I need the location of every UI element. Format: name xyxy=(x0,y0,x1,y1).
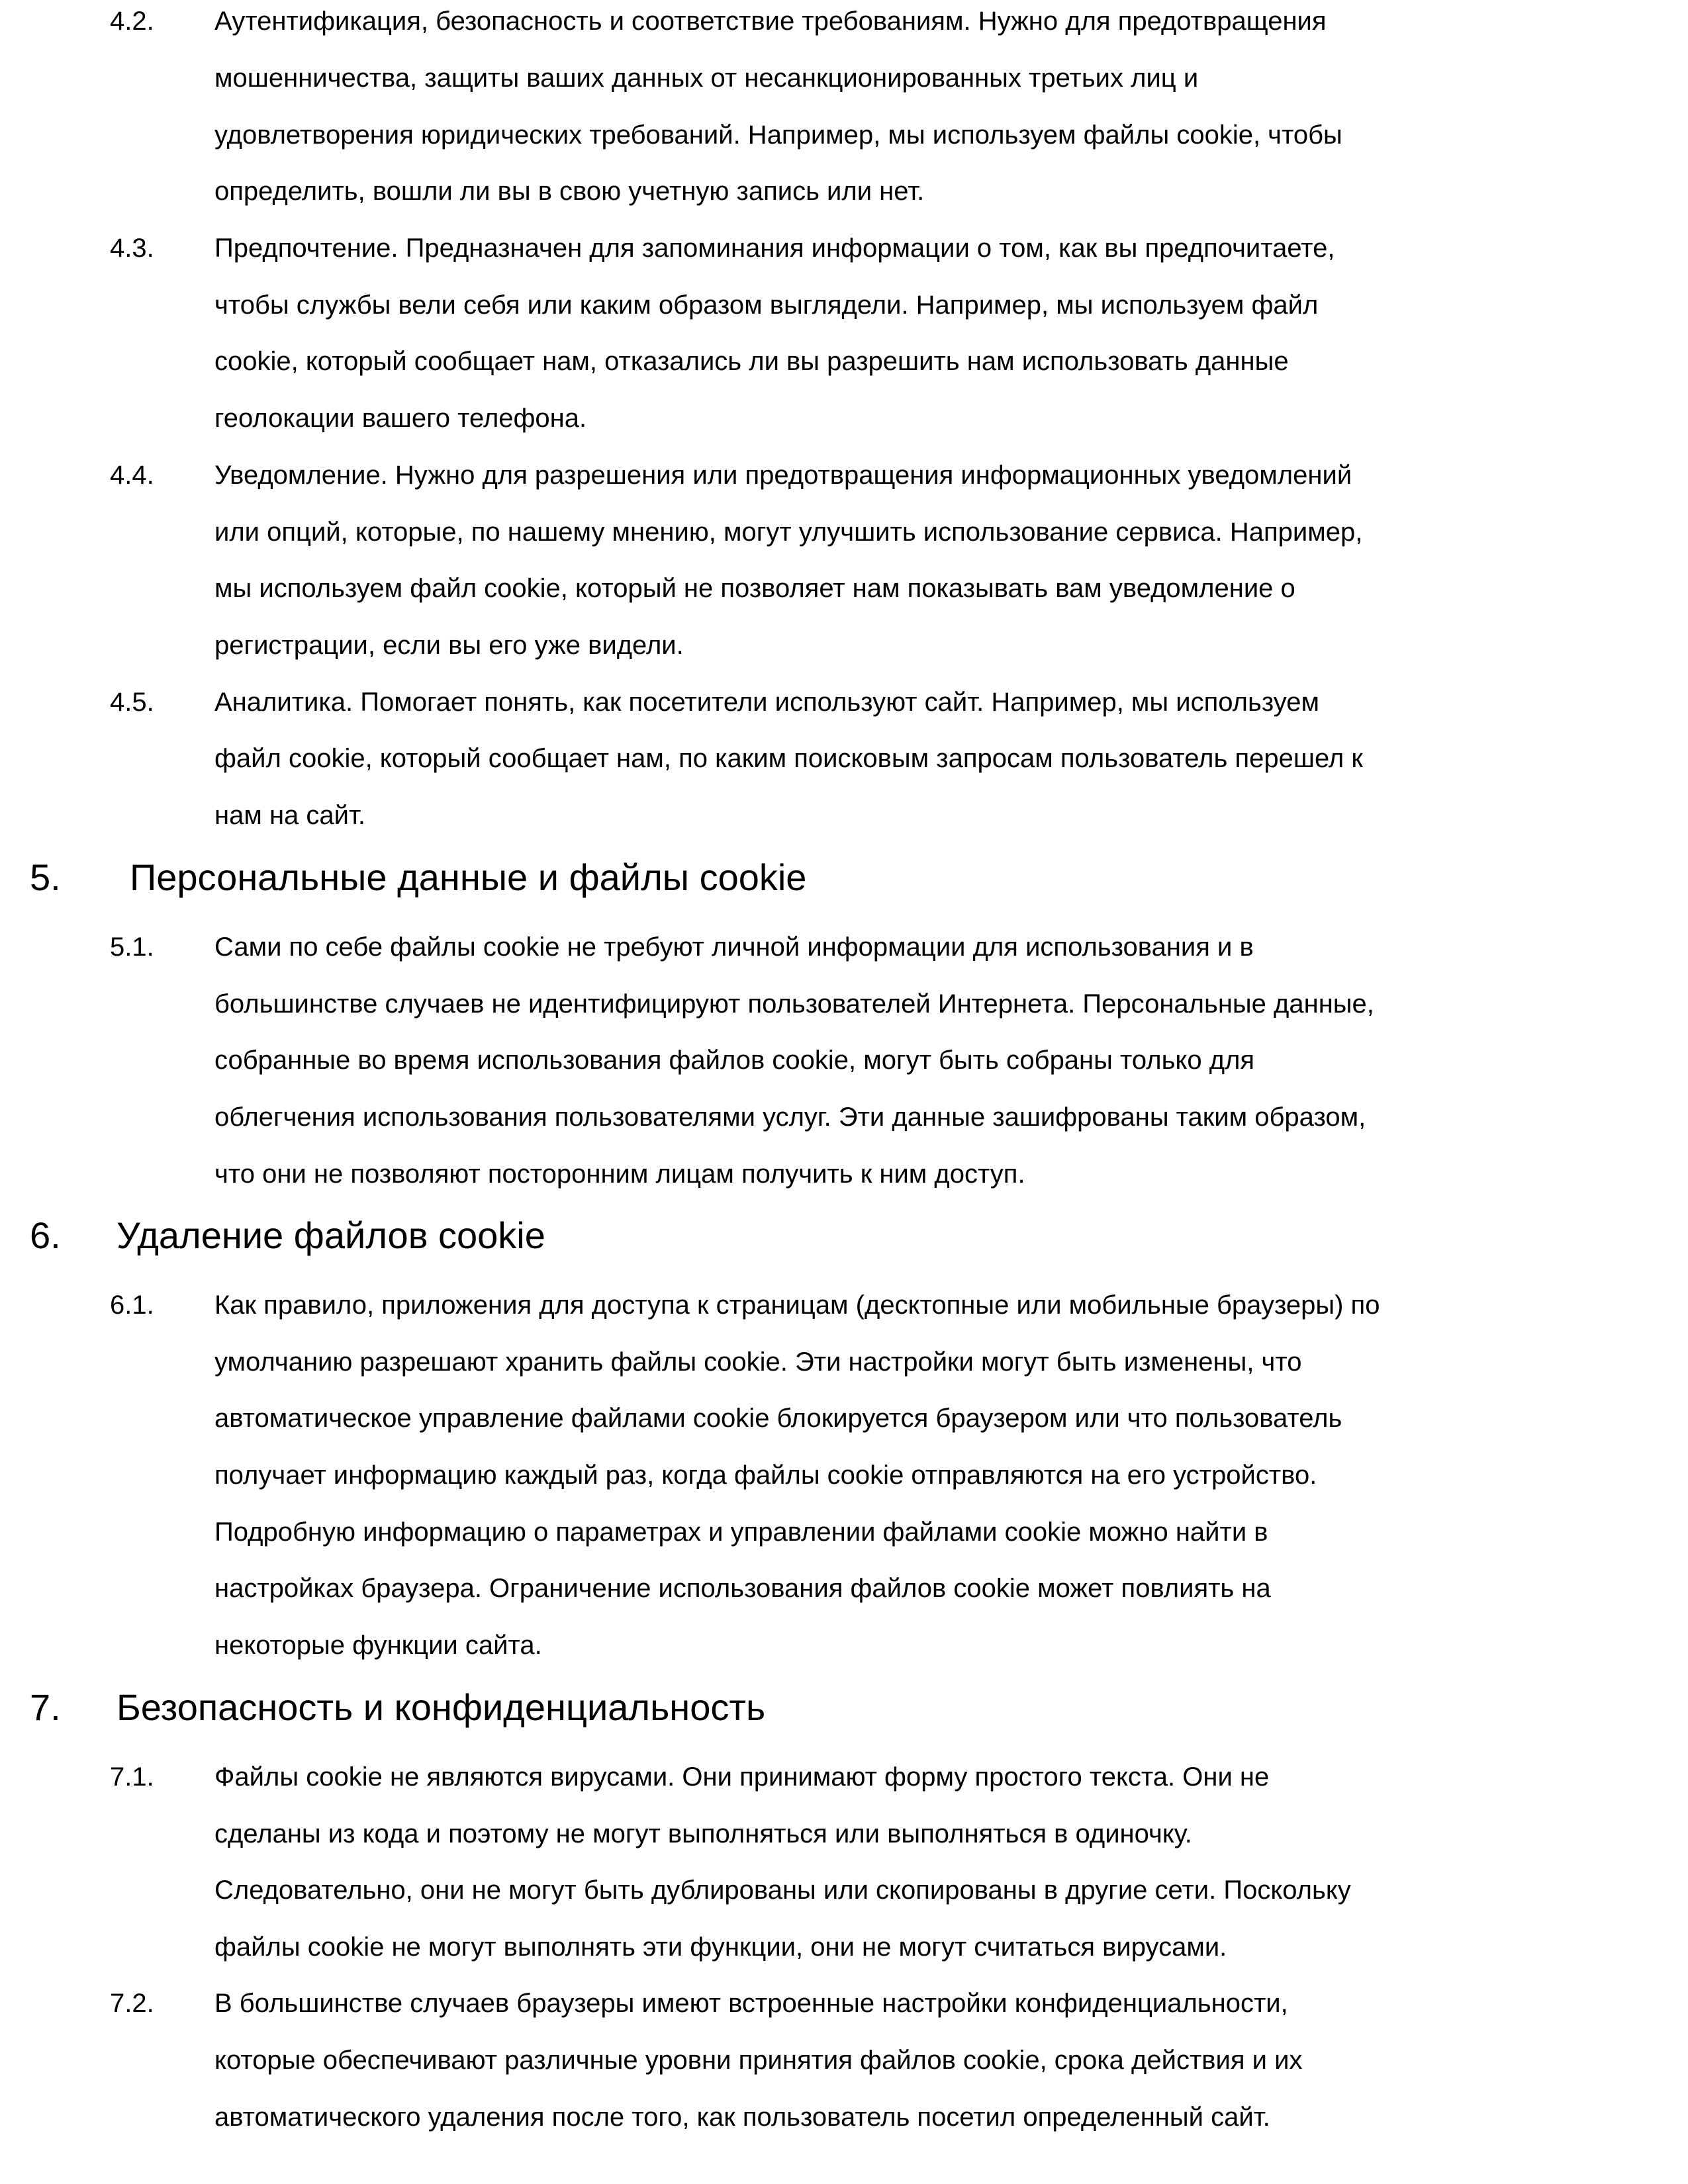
item-text-line: Подробную информацию о параметрах и управлении файлами cookie можно найти в xyxy=(214,1518,1268,1547)
item-text-line: Как правило, приложения для доступа к страницам (десктопные или мобильные браузеры) по xyxy=(214,1291,1380,1320)
item-number: 4.5. xyxy=(110,688,154,717)
item-text-line: Следовательно, они не могут быть дублированы или скопированы в другие сети. Поскольку xyxy=(214,1876,1351,1905)
item-number: 7.2. xyxy=(110,1989,154,2018)
item-text-line: автоматическое управление файлами cookie блокируется браузером или что пользователь xyxy=(214,1404,1342,1433)
item-text-line: cookie, который сообщает нам, отказались ли вы разрешить нам использовать данные xyxy=(214,347,1289,376)
section-number: 6. xyxy=(30,1214,61,1256)
item-text-line: В большинстве случаев браузеры имеют встроенные настройки конфиденциальности, xyxy=(214,1989,1288,2018)
item-number: 6.1. xyxy=(110,1291,154,1320)
section-heading: Персональные данные и файлы cookie xyxy=(130,856,807,898)
item-text-line: файл cookie, который сообщает нам, по каким поисковым запросам пользователь перешел к xyxy=(214,744,1363,773)
item-text-line: большинстве случаев не идентифицируют пользователей Интернета. Персональные данные, xyxy=(214,989,1374,1019)
item-text-line: Аналитика. Помогает понять, как посетители используют сайт. Например, мы используем xyxy=(214,688,1320,717)
item-text-line: Уведомление. Нужно для разрешения или предотвращения информационных уведомлений xyxy=(214,461,1352,490)
item-text-line: настройках браузера. Ограничение использования файлов cookie может повлиять на xyxy=(214,1574,1271,1603)
item-text-line: которые обеспечивают различные уровни принятия файлов cookie, срока действия и их xyxy=(214,2046,1303,2075)
section-heading: Безопасность и конфиденциальность xyxy=(117,1686,766,1728)
item-text-line: Файлы cookie не являются вирусами. Они принимают форму простого текста. Они не xyxy=(214,1762,1270,1792)
item-text-line: собранные во время использования файлов cookie, могут быть собраны только для xyxy=(214,1046,1255,1075)
item-text-line: что они не позволяют посторонним лицам получить к ним доступ. xyxy=(214,1160,1025,1189)
item-text-line: удовлетворения юридических требований. Например, мы используем файлы cookie, чтобы xyxy=(214,120,1342,150)
item-text-line: мошенничества, защиты ваших данных от несанкционированных третьих лиц и xyxy=(214,64,1199,93)
item-number: 5.1. xyxy=(110,933,154,962)
item-text-line: мы используем файл cookie, который не позволяет нам показывать вам уведомление о xyxy=(214,574,1295,603)
item-text-line: определить, вошли ли вы в свою учетную запись или нет. xyxy=(214,177,925,206)
item-text-line: получает информацию каждый раз, когда файлы cookie отправляются на его устройство. xyxy=(214,1461,1317,1490)
item-text-line: или опций, которые, по нашему мнению, могут улучшить использование сервиса. Например, xyxy=(214,518,1363,547)
item-text-line: сделаны из кода и поэтому не могут выполняться или выполняться в одиночку. xyxy=(214,1819,1192,1848)
item-number: 4.3. xyxy=(110,234,154,263)
item-text-line: регистрации, если вы его уже видели. xyxy=(214,631,684,660)
section-heading: Удаление файлов cookie xyxy=(117,1214,545,1256)
section-number: 5. xyxy=(30,856,61,898)
item-text-line: Предпочтение. Предназначен для запоминания информации о том, как вы предпочитаете, xyxy=(214,234,1335,263)
item-text-line: Сами по себе файлы cookie не требуют личной информации для использования и в xyxy=(214,933,1254,962)
item-text-line: геолокации вашего телефона. xyxy=(214,404,587,433)
item-text-line: чтобы службы вели себя или каким образом выглядели. Например, мы используем файл xyxy=(214,291,1319,320)
section-number: 7. xyxy=(30,1686,61,1728)
item-text-line: умолчанию разрешают хранить файлы cookie. Эти настройки могут быть изменены, что xyxy=(214,1347,1302,1377)
item-number: 4.2. xyxy=(110,7,154,36)
item-text-line: некоторые функции сайта. xyxy=(214,1631,542,1660)
item-text-line: облегчения использования пользователями услуг. Эти данные зашифрованы таким образом, xyxy=(214,1103,1366,1132)
item-text-line: автоматического удаления после того, как пользователь посетил определенный сайт. xyxy=(214,2103,1270,2132)
item-number: 4.4. xyxy=(110,461,154,490)
item-text-line: Аутентификация, безопасность и соответствие требованиям. Нужно для предотвращения xyxy=(214,7,1327,36)
item-number: 7.1. xyxy=(110,1762,154,1792)
item-text-line: нам на сайт. xyxy=(214,801,365,830)
item-text-line: файлы cookie не могут выполнять эти функции, они не могут считаться вирусами. xyxy=(214,1933,1227,1962)
